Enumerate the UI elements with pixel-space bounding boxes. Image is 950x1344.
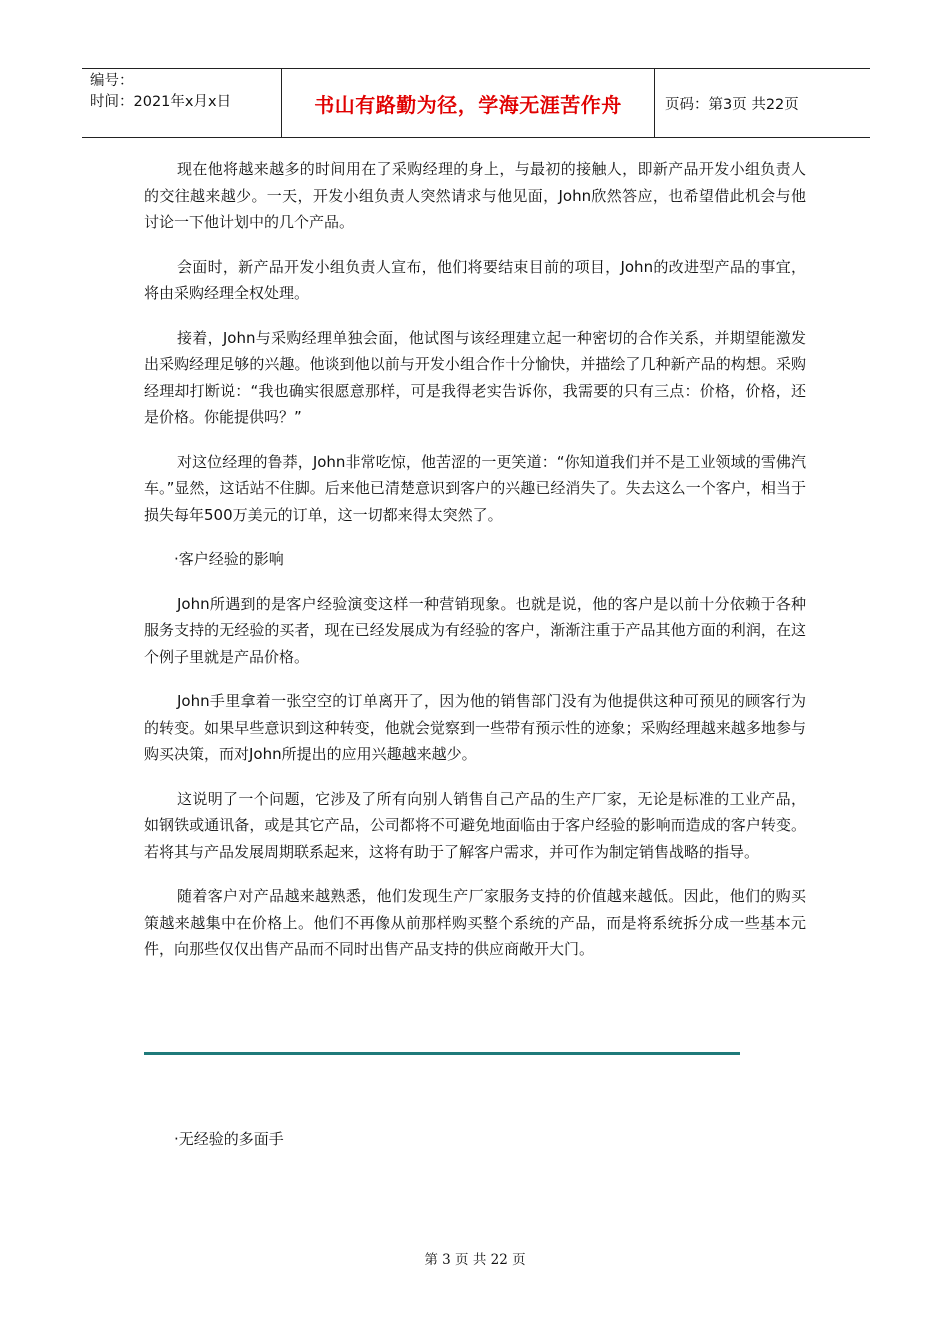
section-heading: ·无经验的多面手 [174, 1130, 284, 1148]
paragraph: 随着客户对产品越来越熟悉，他们发现生产厂家服务支持的价值越来越低。因此，他们的购买策越来越集中在价格上。他们不再像从前那样购买整个系统的产品，而是将系统拆分成一些基本元件，向那些仅仅出售产品而不同时出售产品支持的供应商敞开大门。 [144, 887, 806, 958]
paragraph: 对这位经理的鲁莽，John非常吃惊，他苦涩的一更笑道：“你知道我们并不是工业领域的雪佛汽车。”显然，这话站不住脚。后来他已清楚意识到客户的兴趣已经消失了。失去这么一个客户，相当于损失每年500万美元的订单，这一切都来得太突然了。 [144, 452, 806, 524]
paragraph: 这说明了一个问题，它涉及了所有向别人销售自己产品的生产厂家，无论是标准的工业产品，如钢铁或通讯备，或是其它产品，公司都将不可避免地面临由于客户经验的影响而造成的客户转变。若将其与产品发展周期联系起来，这将有助于了解客户需求，并可作为制定销售战略的指导。 [144, 789, 806, 861]
header-motto-cell [282, 69, 655, 137]
page-info: 页码：第3页 共22页 [665, 96, 799, 113]
header-page-cell [655, 69, 870, 137]
paragraph: 现在他将越来越多的时间用在了采购经理的身上，与最初的接触人，即新产品开发小组负责人的交往越来越少。一天，开发小组负责人突然请求与他见面，John欣然答应，也希望借此机会与他讨论一下他计划中的几个产品。 [144, 160, 806, 231]
document-header [82, 68, 870, 138]
paragraph: 接着，John与采购经理单独会面，他试图与该经理建立起一种密切的合作关系，并期望能激发出采购经理足够的兴趣。他谈到他以前与开发小组合作十分愉快，并描绘了几种新产品的构想。采购经理却打断说：“我也确实很愿意那样，可是我得老实告诉你，我需要的只有三点：价格，价格，还是价格。你能提供吗？” [144, 328, 806, 426]
serial-label: 编号： [90, 73, 134, 89]
section-divider [144, 1052, 740, 1055]
paragraph: John所遇到的是客户经验演变这样一种营销现象。也就是说，他的客户是以前十分依赖于各种服务支持的无经验的买者，现在已经发展成为有经验的客户，渐渐注重于产品其他方面的利润，在这个例子里就是产品价格。 [144, 594, 806, 666]
header-meta-cell [82, 69, 282, 137]
paragraph: 会面时，新产品开发小组负责人宣布，他们将要结束目前的项目，John的改进型产品的事宜，将由采购经理全权处理。 [144, 257, 806, 302]
paragraph: John手里拿着一张空空的订单离开了，因为他的销售部门没有为他提供这种可预见的顾客行为的转变。如果早些意识到这种转变，他就会觉察到一些带有预示性的迹象；采购经理越来越多地参与购买决策，而对John所提出的应用兴趣越来越少。 [144, 692, 806, 763]
document-body [144, 156, 806, 981]
page-footer: 第 3 页 共 22 页 [424, 1252, 526, 1268]
header-motto: 书山有路勤为径，学海无涯苦作舟 [314, 92, 622, 117]
time-label: 时间：2021年x月x日 [90, 94, 232, 110]
section-heading: ·客户经验的影响 [174, 550, 284, 568]
